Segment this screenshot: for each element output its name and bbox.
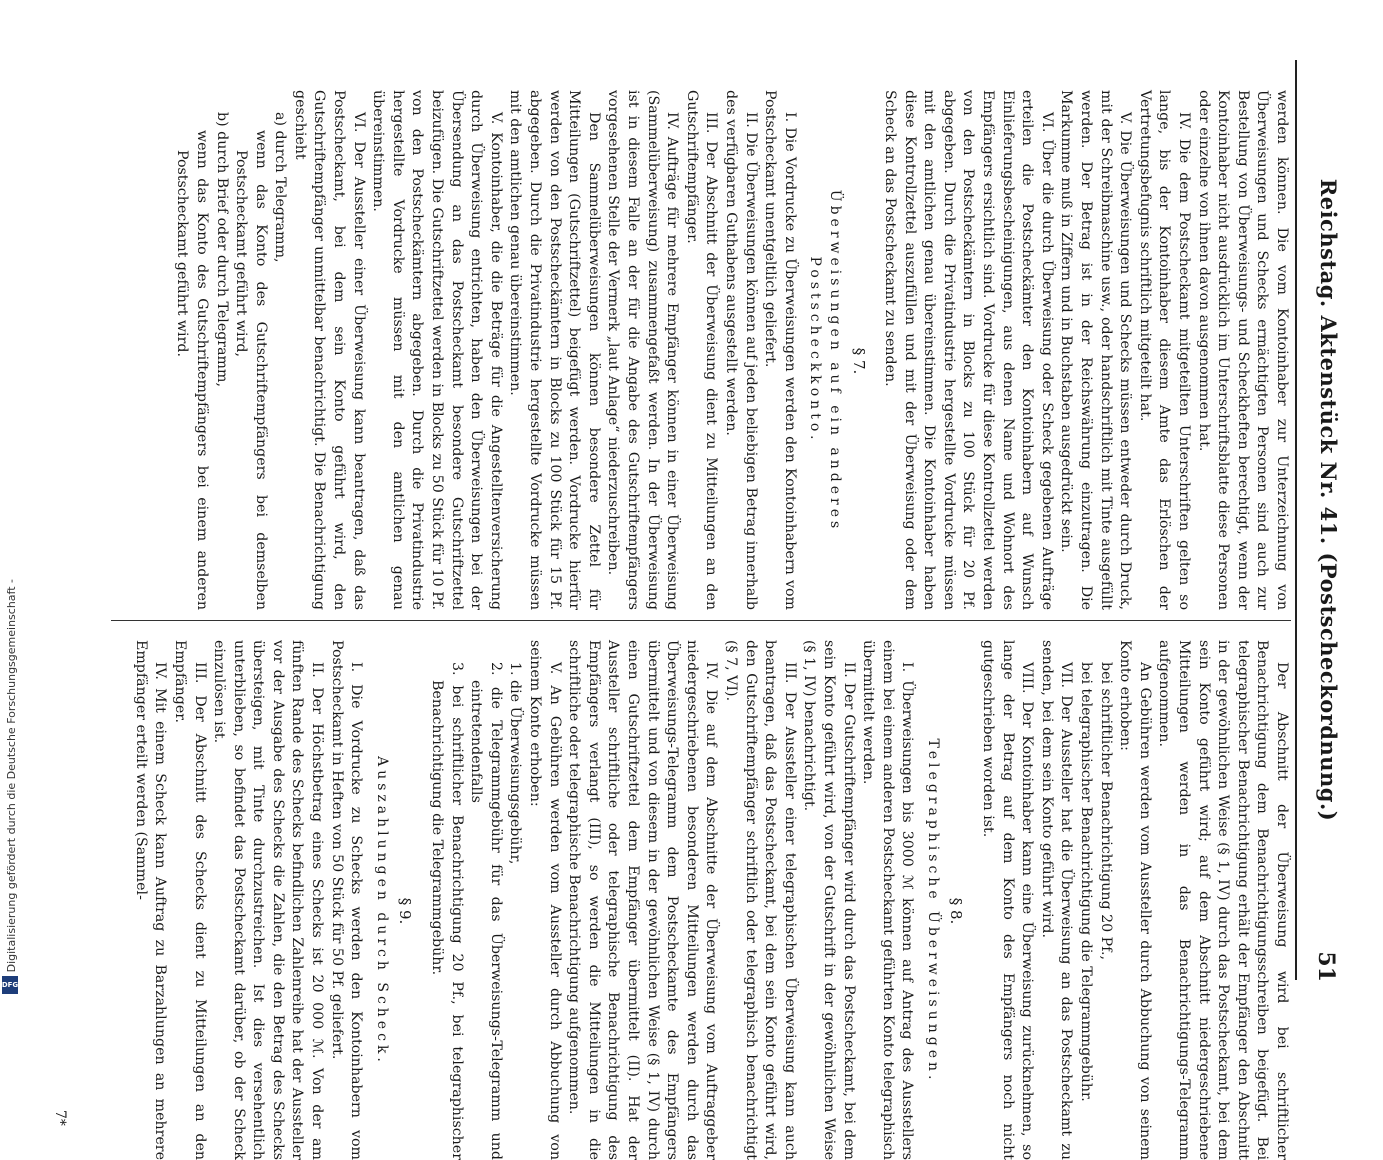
- list-item: bei telegraphischer Benachrichtigung die Telegrammgebühr.: [1078, 662, 1095, 1102]
- paragraph: II. Der Höchstbetrag eines Schecks ist 20 000 ℳ. Von der am fünften Rande des Schecks befindlichen Zahlenreihe hat der Aussteller vor der Ausgabe des Schecks die Zahlen, die den Betrag des Schecks übersteigen, mit Tinte durchzustreichen. Ist dies versehentlich unterblieben, so befindet das Postscheckamt darüber, ob der Scheck einzulösen ist.: [211, 640, 326, 1160]
- paragraph: II. Der Gutschriftempfänger wird durch das Postscheckamt, bei dem sein Konto geführt wird, von der Gutschrift in der gewöhnlichen Weise (§ 1, IV) benachrichtigt.: [801, 640, 857, 1160]
- list-item: 1. die Überweisungsgebühr,: [507, 662, 524, 865]
- signature-mark: 7*: [52, 1110, 68, 1126]
- paragraph: VIII. Der Kontoinhaber kann eine Überweisung zurücknehmen, so lange der Betrag auf dem Konto des Empfängers noch nicht gutgeschrieben worden ist.: [980, 640, 1036, 1160]
- page-number: 51: [1313, 951, 1339, 982]
- section-heading: § 7.: [849, 347, 868, 375]
- list-item: b) durch Brief oder durch Telegramm,: [213, 112, 230, 387]
- paragraph: I. Die Vordrucke zu Überweisungen werden den Kontoinhabern vom Postscheckamt unentgeltlich geliefert.: [762, 90, 798, 610]
- digitization-notice-text: Digitalisierung gefördert durch die Deutsche Forschungsgemeinschaft -: [4, 578, 18, 972]
- paragraph: VI. Der Aussteller einer Überweisung kann beantragen, daß das Postscheckamt, bei dem sein Konto geführt wird, den Gutschriftempfänger unmittelbar benachrichtigt. Die Benachrichtigung geschieht: [291, 90, 367, 610]
- section-title: Auszahlungen durch Scheck.: [373, 756, 390, 1066]
- paragraph: IV. Die auf dem Abschnitte der Überweisung vom Auftraggeber niedergeschriebenen besonderen Mitteilungen werden durch das Überweisungs-Telegramm dem Postscheckamte des Empfängers übermittelt und von diesem in der gewöhnlichen Weise (§ 1, IV) durch einen Gutschriftzettel dem Empfänger übermittelt (II). Hat der Aussteller schriftliche oder telegraphische Benachrichtigung des Empfängers verlangt (III), so werden die Mitteilungen in die schriftliche oder telegraphische Benachrichtigung aufgenommen.: [566, 640, 720, 1160]
- page-header-title: Reichstag. Aktenstück Nr. 41. (Postscheckordnung.): [1316, 178, 1341, 822]
- list-item: 3. bei schriftlicher Benachrichtigung 20 Pf., bei telegraphischer Benachrichtigung die Telegrammgebühr.: [429, 662, 465, 1160]
- paragraph: An Gebühren werden vom Aussteller durch Abbuchung von seinem Konto erhoben:: [1117, 640, 1153, 1160]
- paragraph: V. Kontoinhaber, die die Beträge für die Angestelltenversicherung durch Überweisung entrichten, haben den Überweisungen bei der Übersendung an das Postscheckamt besondere Gutschriftzettel beizufügen. Die Gutschriftzettel werden in Blocks zu 50 Stück für 10 Pf. von den Postscheckämtern abgegeben. Durch die Privatindustrie hergestellte Vordrucke müssen mit den amtlichen genau übereinstimmen.: [370, 90, 504, 610]
- list-subitem: wenn das Konto des Gutschriftempfängers bei demselben Postscheckamt geführt wird,: [233, 130, 269, 610]
- paragraph: IV. Aufträge für mehrere Empfänger können in einer Überweisung (Sammelüberweisung) zusammengefaßt werden. In der Überweisung ist in diesem Falle an der für die Angabe des Gutschriftempfängers vorgesehenen Stelle der Vermerk „laut Anlage“ niederzuschreiben.: [605, 90, 681, 610]
- list-item: bei schriftlicher Benachrichtigung 20 Pf.,: [1097, 662, 1114, 960]
- paragraph: III. Der Abschnitt der Überweisung dient zu Mitteilungen an den Gutschriftempfänger.: [683, 90, 720, 610]
- paragraph: IV. Mit einem Scheck kann Auftrag zu Barzahlungen an mehrere Empfänger erteilt werden (Sammel-: [132, 640, 169, 1160]
- list-subitem: wenn das Konto des Gutschriftempfängers bei einem anderen Postscheckamt geführt wird.: [174, 130, 210, 610]
- column-divider: [111, 620, 1291, 621]
- dfg-logo: DFG: [2, 976, 18, 994]
- paragraph: Den Sammelüberweisungen können besondere Zettel für Mitteilungen (Gutschriftzettel) beigefügt werden. Vordrucke hierfür werden von den Postscheckämtern in Blocks zu 100 Stück für 15 Pf. abgegeben. Durch die Privatindustrie hergestellte Vordrucke müssen mit den amtlichen genau übereinstimmen.: [507, 90, 602, 610]
- paragraph: II. Die Überweisungen können auf jeden beliebigen Betrag innerhalb des verfügbaren Guthabens ausgestellt werden.: [722, 90, 759, 611]
- right-text-column: [130, 640, 1291, 1160]
- paragraph: VII. Der Aussteller hat die Überweisung an das Postscheckamt zu senden, bei dem sein Konto geführt wird.: [1038, 640, 1075, 1160]
- section-title: Überweisungen auf ein anderes Postscheckkonto.: [807, 189, 843, 533]
- digitization-notice: [0, 0, 22, 1000]
- list-item: a) durch Telegramm,: [272, 112, 289, 263]
- section-heading: § 8.: [947, 897, 966, 925]
- paragraph: I. Überweisungen bis 3000 ℳ können auf Antrag des Ausstellers einem bei einem anderen Postscheckamt geführten Konto telegraphisch übermittelt werden.: [860, 640, 916, 1160]
- section-heading: § 9.: [396, 897, 415, 925]
- paragraph: V. An Gebühren werden vom Aussteller durch Abbuchung von seinem Konto erhoben:: [527, 640, 563, 1160]
- header-divider: [1295, 60, 1297, 980]
- section-title: Telegraphische Überweisungen.: [924, 738, 941, 1084]
- list-item: 2. die Telegrammgebühr für das Überweisungs-Telegramm und eintretendenfalls: [468, 662, 504, 1160]
- paragraph: VI. Über die durch Überweisung oder Scheck gegebenen Aufträge erteilen die Postscheckämter den Kontoinhabern auf Wunsch Einlieferungsbescheinigungen, aus denen Name und Wohnort des Empfängers ersichtlich sind. Vordrucke für diese Kontrollzettel werden von den Postscheckämtern in Blocks zu 100 Stück für 20 Pf. abgegeben. Durch die Privatindustrie hergestellte Vordrucke müssen mit den amtlichen genau übereinstimmen. Die Kontoinhaber haben diese Kontrollzettel auszufüllen und mit der Überweisung oder dem Scheck an das Postscheckamt zu senden.: [882, 90, 1055, 610]
- paragraph: III. Der Abschnitt des Schecks dient zu Mitteilungen an den Empfänger.: [171, 640, 208, 1160]
- left-text-column: [172, 90, 1291, 610]
- paragraph: I. Die Vordrucke zu Schecks werden den Kontoinhabern vom Postscheckamt in Heften von 50 Stück für 50 Pf. geliefert.: [328, 640, 365, 1160]
- paragraph: V. Die Überweisungen und Schecks müssen entweder durch Druck, mit der Schreibmaschine usw., oder handschriftlich mit Tinte ausgefüllt werden. Der Betrag ist in der Reichswährung einzutragen. Die Markumme muß in Ziffern und in Buchstaben ausgedrückt sein.: [1058, 90, 1134, 610]
- paragraph: IV. Die dem Postscheckamt mitgeteilten Unterschriften gelten so lange, bis der Kontoinhaber diesem Amte das Erlöschen der Vertretungsbefugnis schriftlich mitgeteilt hat.: [1136, 90, 1193, 610]
- paragraph: III. Der Aussteller einer telegraphischen Überweisung kann auch beantragen, daß das Postscheckamt, bei dem sein Konto geführt wird, den Gutschriftempfänger schriftlich oder telegraphisch benachrichtigt (§ 7, VI).: [722, 640, 798, 1160]
- paragraph: Der Abschnitt der Überweisung wird bei schriftlicher Benachrichtigung dem Benachrichtigungsschreiben beigefügt. Bei telegraphischer Benachrichtigung erhält der Empfänger den Abschnitt in der gewöhnlichen Weise (§ 1, IV) durch das Postscheckamt, bei dem sein Konto geführt wird; auf dem Abschnitt niedergeschriebene Mitteilungen werden in das Benachrichtigungs-Telegramm aufgenommen.: [1156, 640, 1290, 1160]
- paragraph: werden können. Die vom Kontoinhaber zur Unterzeichnung von Überweisungen und Schecks ermächtigten Personen sind auch zur Bestellung von Überweisungs- und Scheckheften berechtigt, wenn der Kontoinhaber nicht ausdrücklich im Unterschriftsblatte diese Personen oder einzelne von ihnen davon ausgenommen hat.: [1195, 90, 1290, 610]
